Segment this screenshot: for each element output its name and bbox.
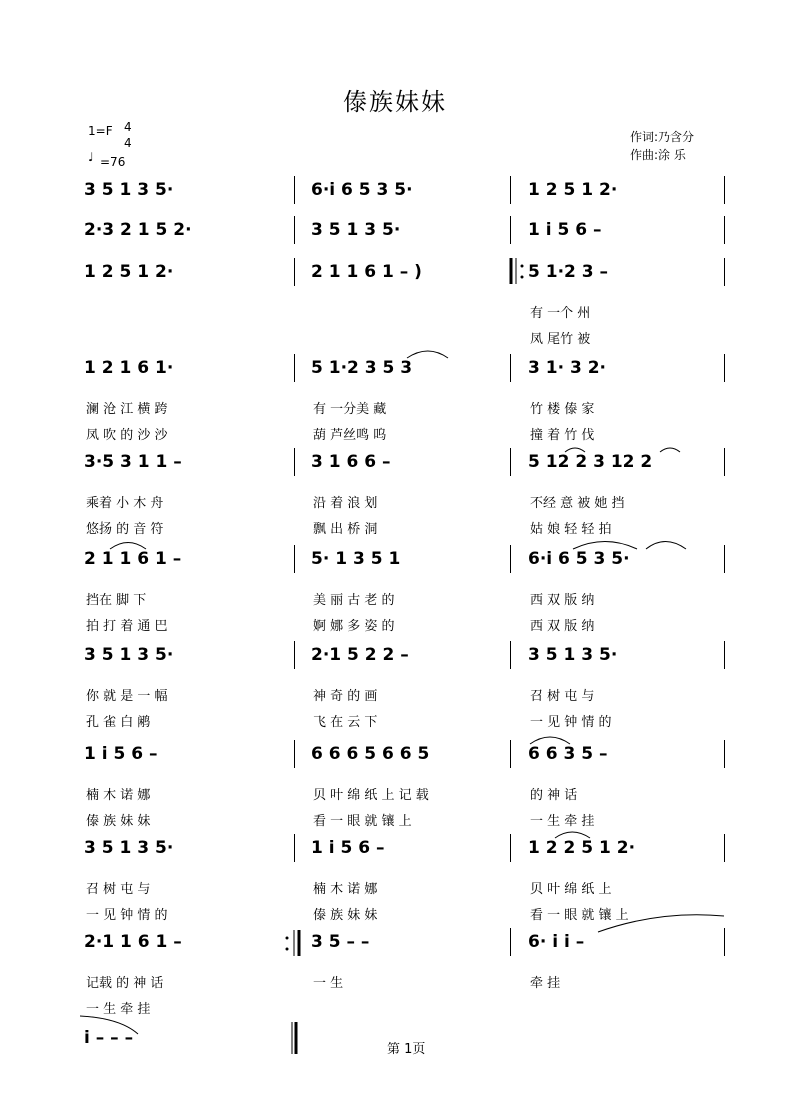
lyric-line: 看 一 眼 就 镶 上 <box>313 814 412 829</box>
lyric-line: 竹 楼 傣 家 <box>530 402 595 417</box>
slur <box>530 737 570 744</box>
measure-notes: 6 6 6 5 6 6 5 <box>311 744 430 764</box>
tie-from-prev-line <box>80 1016 138 1034</box>
lyric-line: 西 双 版 纳 <box>530 619 595 634</box>
tempo-marking: =76 <box>100 155 126 169</box>
page-number: 第 1页 <box>387 1042 426 1057</box>
measure-notes: 2·1 5 2 2 – <box>311 645 409 665</box>
lyric-line: 澜 沧 江 横 跨 <box>86 402 168 417</box>
lyric-line: 贝 叶 绵 纸 上 <box>530 882 612 897</box>
lyric-line: 沿 着 浪 划 <box>313 496 378 511</box>
lyric-line: 一 生 牵 挂 <box>530 814 595 829</box>
lyric-line: 神 奇 的 画 <box>313 689 378 704</box>
lyric-line: 婀 娜 多 姿 的 <box>313 619 395 634</box>
measure-notes: 2 1 1 6 1 – <box>84 549 182 569</box>
measure-notes: 3 5 1 3 5· <box>84 645 174 665</box>
measure-notes: 1 2 2 5 1 2· <box>528 838 636 858</box>
measure-notes: 1 i 5 6 – <box>311 838 385 858</box>
lyric-line: 不经 意 被 她 挡 <box>530 496 625 511</box>
measure-notes: 6·i 6 5 3 5· <box>528 549 630 569</box>
lyric-line: 牵 挂 <box>530 976 561 991</box>
slur <box>110 543 146 550</box>
lyric-line: 凤 尾竹 被 <box>530 332 591 347</box>
time-signature-bottom: 4 <box>124 136 132 150</box>
lyric-line: 记载 的 神 话 <box>86 976 164 991</box>
lyric-line: 有 一分美 藏 <box>313 402 387 417</box>
lyric-line: 飞 在 云 下 <box>313 715 378 730</box>
measure-notes: 1 i 5 6 – <box>528 220 602 240</box>
lyric-line: 召 树 屯 与 <box>530 689 595 704</box>
lyric-line: 傣 族 妹 妹 <box>86 814 151 829</box>
repeat-dot <box>286 948 289 951</box>
lyric-line: 姑 娘 轻 轻 拍 <box>530 522 612 537</box>
lyric-line: 拍 打 着 通 巴 <box>86 619 168 634</box>
lyricist-credit: 作词:乃含分 <box>630 130 695 144</box>
slur <box>565 448 585 452</box>
measure-notes: 6· i i – <box>528 932 585 952</box>
lyric-line: 楠 木 诺 娜 <box>86 788 151 803</box>
composer-credit: 作曲:涂 乐 <box>630 148 686 162</box>
repeat-dot <box>521 265 524 268</box>
measure-notes: 5 1·2 3 5 3 <box>311 358 413 378</box>
measure-notes: 1 2 5 1 2· <box>528 180 618 200</box>
slur <box>573 542 637 550</box>
lyric-line: 挡在 脚 下 <box>86 593 147 608</box>
lyric-line: 贝 叶 绵 纸 上 记 载 <box>313 788 429 803</box>
slur <box>646 542 686 550</box>
lyric-line: 你 就 是 一 幅 <box>86 689 168 704</box>
measure-notes: 2·3 2 1 5 2· <box>84 220 192 240</box>
measure-notes: 3 5 1 3 5· <box>311 220 401 240</box>
lyric-line: 孔 雀 白 鹇 <box>86 715 151 730</box>
lyric-line: 飘 出 桥 洞 <box>313 522 378 537</box>
lyric-line: 凤 吹 的 沙 沙 <box>86 428 168 443</box>
measure-notes: 5 12 2 3 12 2 <box>528 452 653 472</box>
repeat-dot <box>286 937 289 940</box>
repeat-dot <box>521 276 524 279</box>
lyric-line: 葫 芦丝鸣 呜 <box>313 428 387 443</box>
slur <box>555 832 590 838</box>
lyric-line: 楠 木 诺 娜 <box>313 882 378 897</box>
lyric-line: 傣 族 妹 妹 <box>313 908 378 923</box>
lyric-line: 一 见 钟 情 的 <box>86 908 168 923</box>
lyric-line: 召 树 屯 与 <box>86 882 151 897</box>
measure-notes: 5· 1 3 5 1 <box>311 549 401 569</box>
lyric-line: 悠扬 的 音 符 <box>86 522 164 537</box>
measure-notes: 2·1 1 6 1 – <box>84 932 182 952</box>
measure-notes: 6 6 3 5 – <box>528 744 608 764</box>
measure-notes: 3·5 3 1 1 – <box>84 452 182 472</box>
song-title: 傣族妹妹 <box>343 88 447 116</box>
measure-notes: 1 i 5 6 – <box>84 744 158 764</box>
tempo-note-icon: ♩ <box>88 150 94 164</box>
key-signature: 1=F <box>88 124 113 138</box>
lyric-line: 西 双 版 纳 <box>530 593 595 608</box>
tie-to-next-line <box>598 915 724 932</box>
lyric-line: 一 见 钟 情 的 <box>530 715 612 730</box>
measure-notes: i – – – <box>84 1028 134 1048</box>
measure-notes: 2 1 1 6 1 – ) <box>311 262 422 282</box>
lyric-line: 美 丽 古 老 的 <box>313 593 395 608</box>
measure-notes: 3 5 1 3 5· <box>84 838 174 858</box>
lyric-line: 一 生 <box>313 976 344 991</box>
measure-notes: 1 2 1 6 1· <box>84 358 174 378</box>
measure-notes: 3 1 6 6 – <box>311 452 391 472</box>
measure-notes: 3 5 1 3 5· <box>84 180 174 200</box>
slur <box>407 351 448 358</box>
measure-notes: 5 1·2 3 – <box>528 262 609 282</box>
measure-notes: 3 5 – – <box>311 932 370 952</box>
measure-notes: 1 2 5 1 2· <box>84 262 174 282</box>
lyric-line: 有 一个 州 <box>530 306 591 321</box>
measure-notes: 6·i 6 5 3 5· <box>311 180 413 200</box>
lyric-line: 看 一 眼 就 镶 上 <box>530 908 629 923</box>
lyric-line: 的 神 话 <box>530 788 578 803</box>
lyric-line: 撞 着 竹 伐 <box>530 428 595 443</box>
measure-notes: 3 5 1 3 5· <box>528 645 618 665</box>
time-signature-top: 4 <box>124 120 132 134</box>
lyric-line: 乘着 小 木 舟 <box>86 496 164 511</box>
measure-notes: 3 1· 3 2· <box>528 358 606 378</box>
lyric-line: 一 生 牵 挂 <box>86 1002 151 1017</box>
slur <box>660 448 680 452</box>
